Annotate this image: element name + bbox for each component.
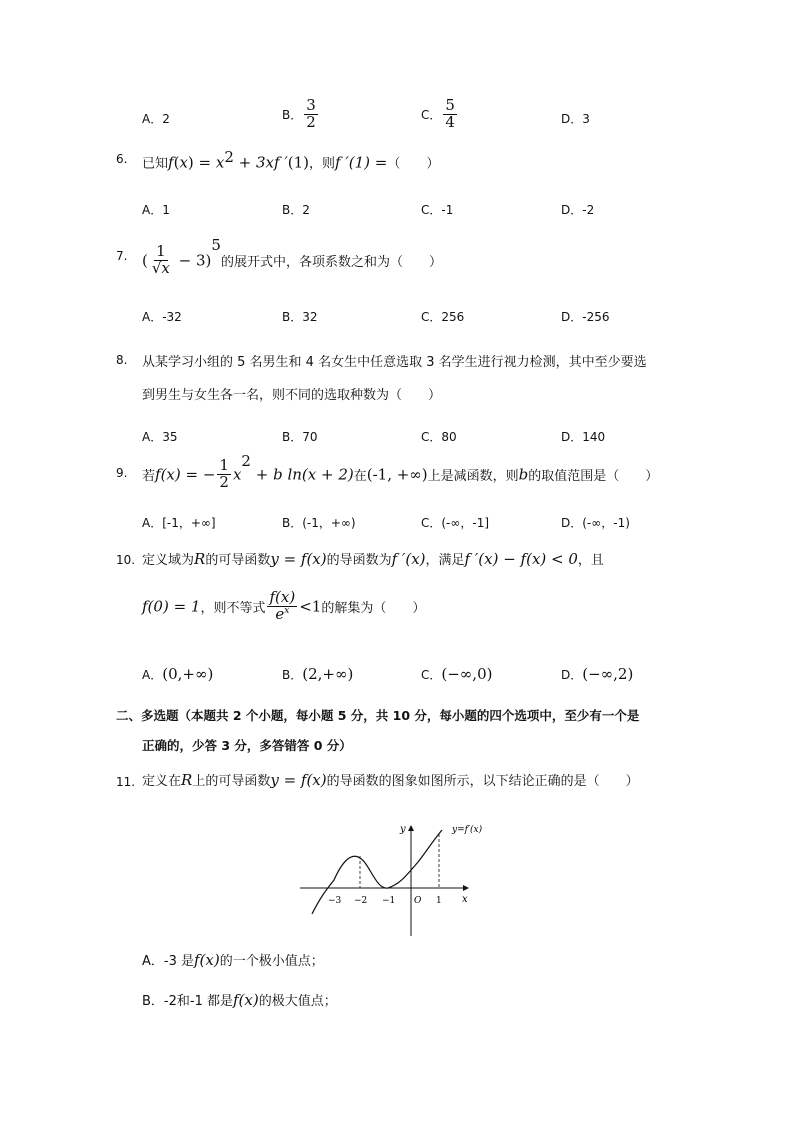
section2-header-line1: 二、多选题（本题共 2 个小题，每小题 5 分，共 10 分，每小题的四个选项中，至少有一个是 <box>116 708 640 723</box>
q6-number: 6. <box>116 152 128 166</box>
q5-option-b: B． $\frac{3}{2}$ <box>282 96 316 131</box>
q10-option-b: B．(2,+∞) <box>282 665 354 683</box>
q7-stem: ( $\frac{1}{√x}$ − 3)$^5$的展开式中，各项系数之和为（ ） <box>142 236 442 277</box>
q7-option-d: D．-256 <box>561 310 610 324</box>
tick-label-origin: O <box>414 896 422 906</box>
q8-number: 8. <box>116 353 128 367</box>
q7-option-c: C．256 <box>421 310 465 324</box>
section2-header-line2: 正确的，少答 3 分，多答错答 0 分） <box>142 738 352 753</box>
curve-label: y=f′(x) <box>452 825 483 835</box>
tick-label-minus3: −3 <box>328 896 342 906</box>
q5-option-c: C． $\frac{5}{4}$ <box>421 96 455 131</box>
q10-number: 10. <box>116 553 136 567</box>
q10-option-a: A．(0,+∞) <box>142 665 214 683</box>
q11-stem: 定义在R上的可导函数y = f(x)的导函数的图象如图所示，以下结论正确的是（ ） <box>142 771 639 789</box>
derivative-graph <box>296 818 496 938</box>
q7-option-a: A．-32 <box>142 310 182 324</box>
q7-option-b: B．32 <box>282 310 318 324</box>
q8-stem-line1: 从某学习小组的 5 名男生和 4 名女生中任意选取 3 名学生进行视力检测，其中至少要选 <box>142 355 647 370</box>
q6-stem: 已知$f(x) = x^2 + 3xf$ ′(1)，则f ′(1) =（ ） <box>142 148 440 172</box>
tick-label-minus2: −2 <box>354 896 368 906</box>
y-axis-label: y <box>400 824 406 835</box>
q11-option-a: A．-3 是f(x)的一个极小值点； <box>142 951 324 969</box>
q6-option-c: C．-1 <box>421 203 454 217</box>
q6-option-b: B．2 <box>282 203 310 217</box>
q10-stem-line2: f(0) = 1，则不等式 $\frac{f(x)}{e^x}$ <1的解集为（ ） <box>142 588 426 623</box>
q5-option-d: D．3 <box>561 112 590 126</box>
q11-option-b: B．-2和-1 都是f(x)的极大值点； <box>142 991 337 1009</box>
x-axis-label: x <box>462 894 468 905</box>
q9-number: 9. <box>116 466 128 480</box>
q10-option-d: D．(−∞,2) <box>561 665 634 683</box>
tick-label-minus1: −1 <box>382 896 396 906</box>
q9-option-b: B．(-1，+∞) <box>282 516 356 530</box>
q10-option-c: C．(−∞,0) <box>421 665 493 683</box>
q10-stem-line1: 定义域为R的可导函数y = f(x)的导函数为f ′(x)，满足f ′(x) − f(x) < 0，且 <box>142 550 604 568</box>
q8-stem-line2: 到男生与女生各一名，则不同的选取种数为（ ） <box>142 388 442 403</box>
q5-option-a: A．2 <box>142 112 170 126</box>
q7-number: 7. <box>116 249 128 263</box>
q9-option-a: A．[-1，+∞] <box>142 516 216 530</box>
q9-option-c: C．(-∞，-1] <box>421 516 490 530</box>
tick-label-1: 1 <box>436 896 442 906</box>
q11-number: 11. <box>116 775 136 789</box>
q9-option-d: D．(-∞，-1) <box>561 516 630 530</box>
q8-option-c: C．80 <box>421 430 457 444</box>
q9-stem: 若f(x) = − $\frac{1}{2}$ $x^2 + b$ ln(x + 2)在(-1, +∞)上是减函数，则b的取值范围是（ ） <box>142 452 659 491</box>
q8-option-d: D．140 <box>561 430 606 444</box>
q8-option-a: A．35 <box>142 430 178 444</box>
q8-option-b: B．70 <box>282 430 318 444</box>
q6-option-d: D．-2 <box>561 203 595 217</box>
q6-option-a: A．1 <box>142 203 170 217</box>
